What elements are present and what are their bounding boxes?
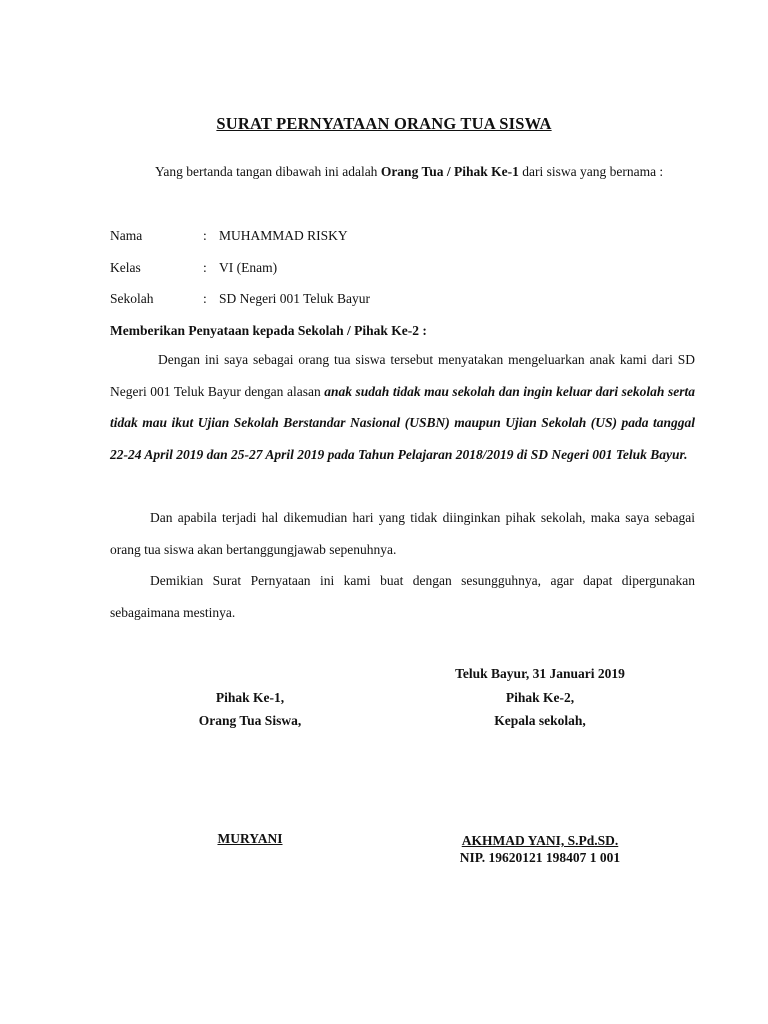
intro-paragraph	[110, 156, 695, 188]
signature-right	[430, 686, 650, 732]
field-value: VI (Enam)	[219, 259, 278, 275]
left-signer-name: MURYANI	[217, 831, 283, 846]
field-row-kelas	[110, 252, 370, 284]
statement-paragraph	[110, 344, 695, 470]
student-fields	[110, 220, 370, 315]
signature-left-name	[150, 827, 350, 850]
field-label: Sekolah	[110, 291, 154, 306]
field-value: SD Negeri 001 Teluk Bayur	[219, 291, 371, 306]
signature-left	[150, 686, 350, 732]
right-signer-nip: NIP. 19620121 198407 1 001	[459, 850, 621, 865]
field-separator: :	[203, 228, 207, 243]
closing-text: Demikian Surat Pernyataan ini kami buat dengan sesungguhnya, agar dapat dipergunakan sebagaimana mestinya.	[110, 573, 695, 620]
field-row-nama	[110, 220, 370, 252]
intro-party: Orang Tua / Pihak Ke-1	[380, 164, 519, 179]
statement-text: Dengan ini saya sebagai orang tua siswa tersebut menyatakan mengeluarkan anak kami dari SD Negeri 001 Teluk Bayur dengan alasan	[110, 352, 695, 399]
closing-paragraph	[110, 565, 695, 628]
field-value: MUHAMMAD RISKY	[219, 228, 348, 243]
responsibility-text: Dan apabila terjadi hal dikemudian hari yang tidak diinginkan pihak sekolah, maka saya sebagai orang tua siswa akan bertanggungjawab sepenuhnya.	[110, 510, 695, 557]
right-party: Pihak Ke-2,	[505, 690, 575, 705]
intro-text-1: Yang bertanda tangan dibawah ini adalah	[155, 164, 381, 179]
place-date	[430, 662, 650, 685]
right-role: Kepala sekolah,	[494, 713, 586, 728]
right-signer-name: AKHMAD YANI, S.Pd.SD.	[461, 833, 619, 848]
left-party: Pihak Ke-1,	[215, 690, 285, 705]
responsibility-paragraph	[110, 502, 695, 565]
field-separator: :	[203, 259, 207, 275]
intro-text-2: dari siswa yang bernama :	[518, 164, 664, 179]
statement-heading: Memberikan Penyataan kepada Sekolah / Pihak Ke-2 :	[110, 323, 427, 338]
statement-reason: anak sudah tidak mau sekolah dan ingin keluar dari sekolah serta tidak mau ikut Ujian Sekolah Berstandar Nasional (USBN) maupun Ujian Sekolah (US) pada tanggal 22-24 April 2019 dan 25-27 April 2019 pada Tahun Pelajaran 2018/2019 di SD Negeri 001 Teluk Bayur.	[110, 383, 695, 462]
signature-right-name	[430, 832, 650, 866]
field-label: Kelas	[110, 259, 141, 275]
field-label: Nama	[110, 228, 143, 243]
left-role: Orang Tua Siswa,	[198, 713, 302, 728]
field-separator: :	[203, 291, 207, 306]
letter-title: SURAT PERNYATAAN ORANG TUA SISWA	[216, 114, 552, 133]
place-date-text: Teluk Bayur, 31 Januari 2019	[455, 666, 625, 681]
field-row-sekolah	[110, 283, 370, 315]
